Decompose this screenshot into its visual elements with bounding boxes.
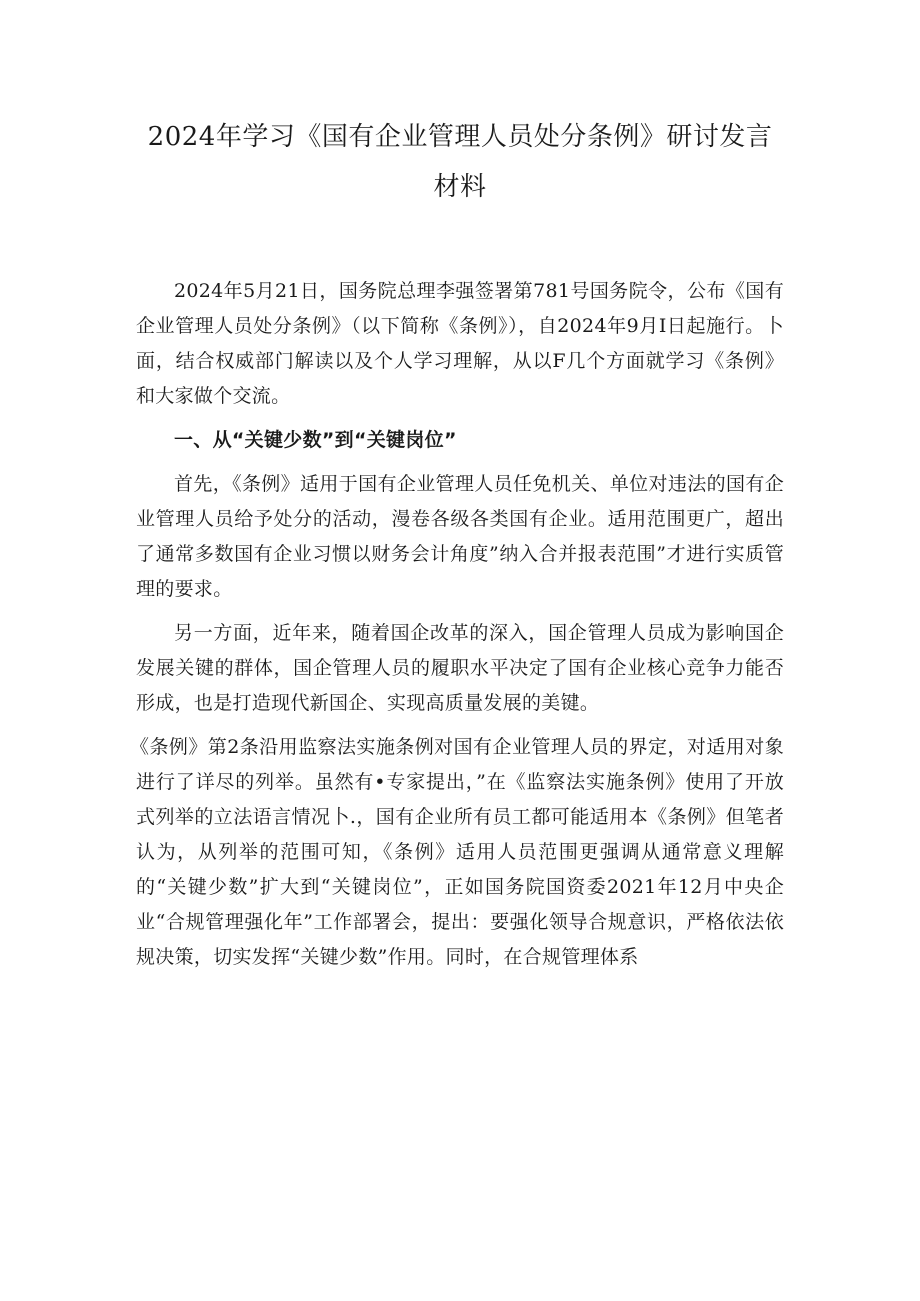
body-paragraph-2: 另一方面，近年来，随着国企改革的深入，国企管理人员成为影响国企发展关键的群体，国企管理人员的履职水平决定了国有企业核心竞争力能否形成，也是打造现代新国企、实现高质量发展的美键。 [136,622,784,714]
body-paragraph-3: 《条例》第2条沿用监察法实施条例对国有企业管理人员的界定，对适用对象进行了详尽的列举。虽然有•专家提出，”在《监察法实施条例》使用了开放式列举的立法语言情况卜.，国有企业所有员工都可能适用本《条例》但笔者认为，从列举的范围可知，《条例》适用人员范围更强调从通常意义理解的“关键少数”扩大到“关键岗位”，正如国务院国资委2021年12月中央企业“合规管理强化年”工作部署会，提出：要强化领导合规意识，严格依法依规决策，切实发挥“关键少数”作用。同时，在合规管理体系 [130,736,784,968]
body-paragraph-1: 首先，《条例》适用于国有企业管理人员任免机关、单位对违法的国有企业管理人员给予处分的活动，漫卷各级各类国有企业。适用范围更广，超出了通常多数国有企业习惯以财务会计角度”纳入合并报表范围”才进行实质管理的要求。 [136,473,784,600]
intro-paragraph: 2024年5月21日，国务院总理李强签署第781号国务院令，公布《国有企业管理人员处分条例》（以下简称《条例》），自2024年9月I日起施行。卜面，结合权威部门解读以及个人学习理解，从以F几个方面就学习《条例》和大家做个交流。 [136,280,784,407]
document-title: 2024年学习《国有企业管理人员处分条例》研讨发言材料 [147,122,773,202]
section-heading-1: 一、从“关键少数”到“关键岗位” [174,429,457,451]
